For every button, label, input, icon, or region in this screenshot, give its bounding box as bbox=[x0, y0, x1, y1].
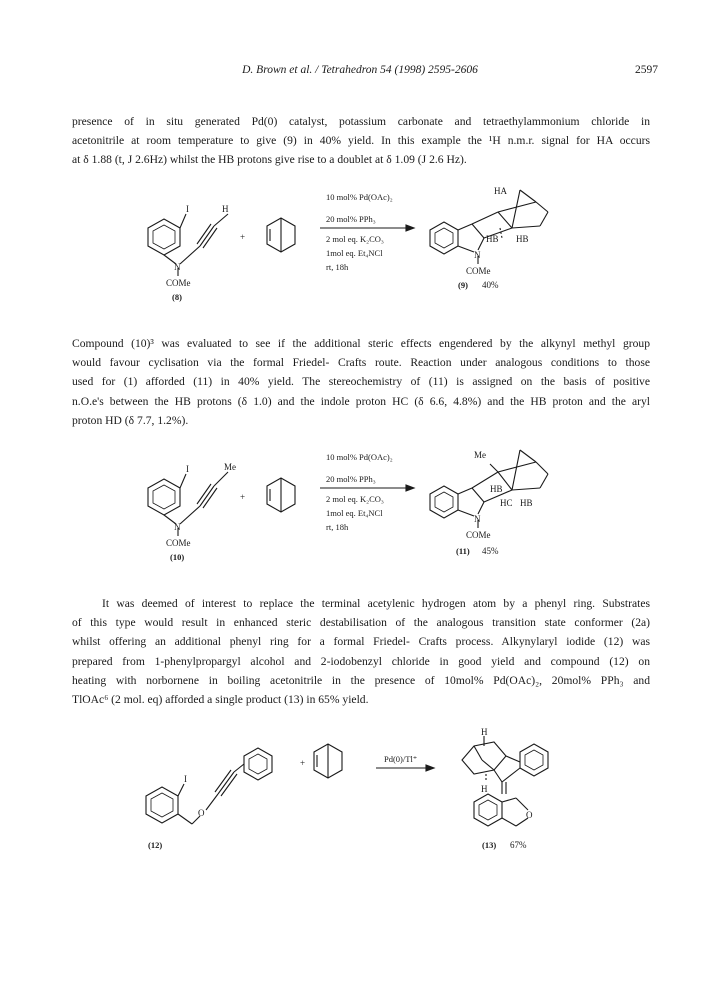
isochroman-inner-ring bbox=[479, 800, 497, 820]
paragraph-1 bbox=[72, 112, 650, 170]
bond-iodo bbox=[180, 214, 186, 228]
scheme-1 bbox=[0, 182, 720, 302]
scheme-1-drawing bbox=[0, 182, 720, 302]
paragraph-line: presence of in situ generated Pd(0) catalyst, potassium carbonate and tetraethylammonium chloride in bbox=[72, 115, 650, 128]
norbornane-bond bbox=[512, 488, 540, 490]
bond-propargyl bbox=[180, 246, 200, 264]
compound-label: (9) bbox=[458, 280, 468, 290]
paragraph-line: of this type would result in enhanced steric destabilisation of the analogous transition state conformer (2a) bbox=[72, 616, 650, 630]
paragraph-line: n.O.e's between the HB protons (δ 1.0) and the indole proton HC (δ 6.6, 4.8%) and the HB proton and the aryl bbox=[72, 394, 650, 408]
isochroman-benzene bbox=[474, 794, 502, 826]
cyclopropane-bond bbox=[472, 212, 498, 224]
bond-alkyne-2 bbox=[221, 774, 237, 796]
paragraph-line: would favour cyclisation via the formal Friedel- Crafts route. Reaction under analogous conditions to those bbox=[72, 356, 650, 370]
paragraph-line: Compound (10)³ was evaluated to see if the additional steric effects engendered by the alkynyl methyl group bbox=[72, 337, 650, 350]
norbornane-bridge bbox=[482, 760, 494, 770]
norbornane-bond bbox=[512, 226, 540, 228]
condition-line: 20 mol% PPh₃ bbox=[326, 474, 376, 484]
bond-ch bbox=[206, 794, 218, 810]
benzene-inner-ring bbox=[153, 225, 175, 249]
indole-n-bond-2 bbox=[458, 246, 474, 252]
methyl-label: Me bbox=[224, 462, 236, 472]
hc-label: HC bbox=[500, 498, 513, 508]
bond-ch2 bbox=[178, 814, 192, 824]
plus-sign: + bbox=[300, 758, 306, 768]
indole-inner-ring bbox=[435, 228, 453, 248]
cyclopropane-bond bbox=[498, 212, 512, 228]
arrowhead bbox=[426, 765, 434, 771]
indane-inner-ring bbox=[525, 750, 543, 770]
condition-line: 2 mol eq. K₂CO₃ bbox=[326, 234, 384, 244]
arrowhead bbox=[406, 225, 414, 231]
nitrogen-label: N bbox=[174, 262, 181, 272]
indole-benzene-ring bbox=[430, 222, 458, 254]
paragraph-line: whilst offering an additional phenyl ring for a formal Friedel- Crafts process. Alkynylaryl iodide (12) was bbox=[72, 635, 650, 649]
paragraph-line: used for (1) afforded (11) in 40% yield. The stereochemistry of (11) is assigned on the basis of positive bbox=[72, 375, 650, 389]
benzene-inner-ring bbox=[151, 793, 173, 817]
compound-label: (10) bbox=[170, 552, 185, 562]
bond-iodo bbox=[180, 474, 186, 488]
norbornane-bridge bbox=[512, 450, 520, 490]
nitrogen-label: N bbox=[474, 514, 481, 524]
indole-n-bond bbox=[478, 238, 484, 250]
condition-line: 10 mol% Pd(OAc)₂ bbox=[326, 192, 393, 202]
paragraph-line: at δ 1.88 (t, J 2.6Hz) whilst the HB protons give rise to a doublet at δ 1.09 (J 2.6 Hz). bbox=[72, 153, 467, 167]
paragraph-line: acetonitrile at room temperature to give (9) in 40% yield. In this example the ¹H n.m.r. signal for HA occurs bbox=[72, 134, 650, 148]
bond-alkyne-h bbox=[214, 214, 228, 226]
indole-n-bond bbox=[478, 502, 484, 514]
paragraph-2 bbox=[72, 334, 650, 430]
bond-iodo bbox=[178, 784, 184, 796]
indole-n-bond-2 bbox=[458, 510, 474, 516]
norbornane-bridge bbox=[520, 450, 536, 462]
paragraph-line: heating with norbornene in boiling acetonitrile in the presence of 10mol% Pd(OAc)₂, 20mol% PPh₃ and bbox=[72, 673, 650, 687]
nitrogen-label: N bbox=[474, 250, 481, 260]
norbornane-ring bbox=[462, 742, 506, 774]
condition-line: 1mol eq. Et₄NCl bbox=[326, 248, 383, 258]
scheme-3 bbox=[0, 728, 720, 858]
h-label: H bbox=[481, 728, 488, 737]
bond-propargyl bbox=[180, 506, 200, 524]
bond-phenyl bbox=[234, 764, 244, 772]
indole-c3-bond bbox=[458, 224, 472, 230]
benzene-inner-ring bbox=[153, 485, 175, 509]
iodo-label: I bbox=[184, 774, 187, 784]
isochroman-bond bbox=[502, 798, 516, 802]
phenyl-ring bbox=[244, 748, 272, 780]
bond-alkyne-3 bbox=[215, 770, 231, 792]
nitrogen-label: N bbox=[174, 522, 181, 532]
iodo-label: I bbox=[186, 464, 189, 474]
condition-line: 10 mol% Pd(OAc)₂ bbox=[326, 452, 393, 462]
paragraph-3 bbox=[72, 594, 650, 709]
paragraph-line: proton HD (δ 7.7, 1.2%). bbox=[72, 413, 189, 427]
norbornane-bond bbox=[536, 462, 548, 474]
page-number: 2597 bbox=[635, 64, 658, 76]
acyl-label: COMe bbox=[466, 530, 491, 540]
phenyl-inner-ring bbox=[249, 754, 267, 774]
bond-methyl bbox=[490, 464, 498, 472]
indole-c2-bond bbox=[472, 224, 484, 238]
bond-alkyne-me bbox=[214, 472, 228, 486]
hb-wedge bbox=[500, 228, 502, 238]
isochroman-bond bbox=[516, 798, 528, 810]
norbornane-bridge bbox=[474, 746, 482, 760]
journal-citation: D. Brown et al. / Tetrahedron 54 (1998) 2595-2606 bbox=[242, 64, 478, 76]
scheme-2-drawing bbox=[0, 442, 720, 562]
condition-line: Pd(0)/Tl⁺ bbox=[384, 754, 418, 764]
condition-line: rt, 18h bbox=[326, 522, 349, 532]
condition-line: rt, 18h bbox=[326, 262, 349, 272]
indane-bond bbox=[506, 756, 520, 762]
scheme-2 bbox=[0, 442, 720, 562]
condition-line: 1mol eq. Et₄NCl bbox=[326, 508, 383, 518]
compound-label: (11) bbox=[456, 546, 470, 556]
condition-line: 20 mol% PPh₃ bbox=[326, 214, 376, 224]
hb-label: HB bbox=[520, 498, 533, 508]
indane-bond bbox=[502, 768, 520, 782]
indane-bond bbox=[494, 770, 502, 782]
bond-alkyne-1 bbox=[218, 772, 234, 794]
indole-inner-ring bbox=[435, 492, 453, 512]
hb-label: HB bbox=[490, 484, 503, 494]
norbornane-bond bbox=[540, 212, 548, 226]
alkyne-h-label: H bbox=[222, 204, 229, 214]
indole-benzene-ring bbox=[430, 486, 458, 518]
condition-line: 2 mol eq. K₂CO₃ bbox=[326, 494, 384, 504]
norbornane-bond bbox=[536, 202, 548, 212]
scheme-3-drawing bbox=[0, 728, 720, 858]
acyl-label: COMe bbox=[466, 266, 491, 276]
norbornane-bond bbox=[540, 474, 548, 488]
paragraph-line: It was deemed of interest to replace the terminal acetylenic hydrogen atom by a phenyl ring. Substrates bbox=[102, 597, 650, 610]
paragraph-line: prepared from 1-phenylpropargyl alcohol and 2-iodobenzyl chloride in good yield and compound (12) on bbox=[72, 654, 650, 668]
yield-label: 67% bbox=[510, 840, 527, 850]
yield-label: 45% bbox=[482, 546, 499, 556]
indane-benzene bbox=[520, 744, 548, 776]
acyl-label: COMe bbox=[166, 278, 191, 288]
yield-label: 40% bbox=[482, 280, 499, 290]
arrowhead bbox=[406, 485, 414, 491]
methyl-label: Me bbox=[474, 450, 486, 460]
hb-label: HB bbox=[516, 234, 529, 244]
norbornane-bridge bbox=[512, 190, 520, 228]
iodo-label: I bbox=[186, 204, 189, 214]
oxygen-label: O bbox=[198, 808, 205, 818]
isochroman-bond bbox=[502, 818, 516, 826]
ha-label: HA bbox=[494, 186, 507, 196]
compound-label: (12) bbox=[148, 840, 163, 850]
compound-label: (8) bbox=[172, 292, 182, 302]
hb-label: HB bbox=[486, 234, 499, 244]
plus-sign: + bbox=[240, 492, 246, 502]
compound-label: (13) bbox=[482, 840, 497, 850]
running-header bbox=[0, 64, 720, 80]
norbornane-bridge bbox=[520, 190, 536, 202]
acyl-label: COMe bbox=[166, 538, 191, 548]
oxygen-label: O bbox=[526, 810, 533, 820]
paragraph-line: TlOAc⁶ (2 mol. eq) afforded a single product (13) in 65% yield. bbox=[72, 693, 369, 707]
indole-c2-bond bbox=[472, 488, 484, 502]
plus-sign: + bbox=[240, 232, 246, 242]
h-label: H bbox=[481, 784, 488, 794]
indole-c3-bond bbox=[458, 488, 472, 494]
